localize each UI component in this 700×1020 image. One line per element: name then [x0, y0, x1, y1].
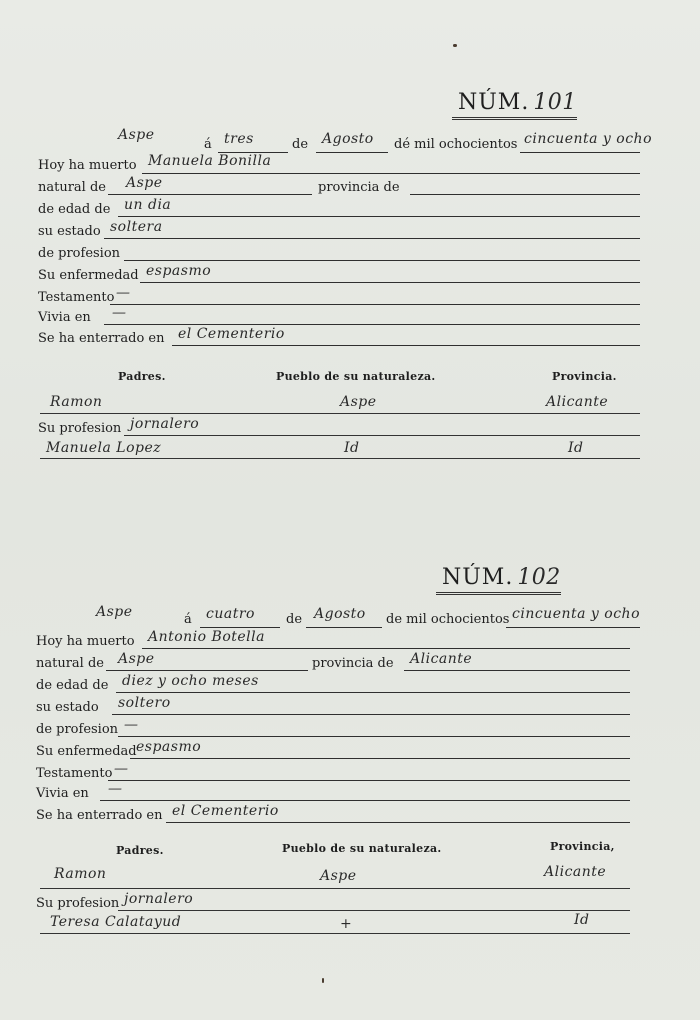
father-profession-line — [124, 435, 640, 436]
natural-line — [106, 670, 308, 671]
father-province: Alicante — [546, 394, 609, 410]
year-label: de mil ochocientos — [386, 612, 510, 627]
burial-value: el Cementerio — [178, 326, 285, 342]
town-column-header: Pueblo de su naturaleza. — [282, 842, 442, 855]
father-row-line — [40, 413, 640, 414]
year-line — [520, 152, 640, 153]
deceased-line — [142, 173, 640, 174]
burial-line — [166, 822, 630, 823]
mother-town: + — [340, 916, 353, 932]
status-value: soltero — [118, 695, 171, 711]
day-value: tres — [224, 131, 254, 147]
burial-label: Se ha enterrado en — [36, 808, 163, 823]
deceased-name: Antonio Botella — [148, 629, 265, 645]
father-profession-label: Su profesion — [36, 896, 120, 911]
testament-label: Testamento — [38, 290, 115, 305]
profession-label: de profesion — [38, 246, 121, 261]
lived-line — [100, 800, 630, 801]
record-number-heading — [436, 565, 561, 595]
province-value: Alicante — [410, 651, 473, 667]
year-value: cincuenta y ocho — [512, 606, 640, 622]
age-value: un dia — [124, 197, 172, 213]
natural-label: natural de — [36, 656, 104, 671]
burial-line — [172, 345, 640, 346]
day-value: cuatro — [206, 606, 255, 622]
province-label: provincia de — [312, 656, 394, 671]
town-column-header: Pueblo de su naturaleza. — [276, 370, 436, 383]
father-profession-value: jornalero — [124, 891, 194, 907]
father-profession-label: Su profesion — [38, 421, 122, 436]
age-line — [116, 692, 630, 693]
record-number-heading — [452, 90, 577, 120]
province-column-header: Provincia, — [550, 840, 615, 853]
testament-line — [110, 304, 640, 305]
month-line — [316, 152, 388, 153]
status-value: soltera — [110, 219, 163, 235]
age-label: de edad de — [36, 678, 109, 693]
town-heading: Aspe — [118, 127, 155, 143]
status-line — [104, 238, 640, 239]
year-label: dé mil ochocientos — [394, 137, 518, 152]
mother-name: Manuela Lopez — [46, 440, 162, 456]
lived-value: — — [112, 305, 127, 321]
deceased-label: Hoy ha muerto — [36, 634, 135, 649]
mother-name: Teresa Calatayud — [50, 914, 182, 930]
month-line — [306, 627, 382, 628]
ink-spot — [322, 978, 324, 983]
profession-line — [118, 736, 630, 737]
mother-row-line — [40, 933, 630, 934]
parents-column-header: Padres. — [118, 370, 166, 383]
de-label: de — [292, 137, 309, 152]
illness-label: Su enfermedad — [38, 268, 139, 283]
burial-value: el Cementerio — [172, 803, 279, 819]
burial-label: Se ha enterrado en — [38, 331, 165, 346]
age-line — [118, 216, 640, 217]
profession-label: de profesion — [36, 722, 119, 737]
record-number: 102 — [517, 565, 561, 590]
parents-column-header: Padres. — [116, 844, 164, 857]
lived-line — [104, 324, 640, 325]
year-value: cincuenta y ocho — [524, 131, 652, 147]
province-line — [410, 194, 640, 195]
a-label: á — [204, 137, 212, 152]
testament-line — [108, 780, 630, 781]
illness-line — [130, 758, 630, 759]
age-label: de edad de — [38, 202, 111, 217]
illness-value: espasmo — [146, 263, 212, 279]
province-column-header: Provincia. — [552, 370, 617, 383]
father-row-line — [40, 888, 630, 889]
natural-line — [108, 194, 312, 195]
num-label: NÚM. — [458, 90, 530, 115]
record-number: 101 — [533, 90, 577, 115]
deceased-line — [142, 648, 630, 649]
lived-value: — — [108, 781, 123, 797]
status-line — [112, 714, 630, 715]
a-label: á — [184, 612, 192, 627]
province-label: provincia de — [318, 180, 400, 195]
num-label: NÚM. — [442, 565, 514, 590]
illness-value: espasmo — [136, 739, 202, 755]
deceased-label: Hoy ha muerto — [38, 158, 137, 173]
testament-label: Testamento — [36, 766, 113, 781]
month-value: Agosto — [322, 131, 374, 147]
mother-province: Id — [568, 440, 584, 456]
ink-spot — [453, 44, 457, 47]
profession-line — [124, 260, 640, 261]
year-line — [506, 627, 640, 628]
natural-value: Aspe — [118, 651, 155, 667]
illness-line — [140, 282, 640, 283]
mother-row-line — [40, 458, 640, 459]
testament-value: — — [114, 761, 129, 777]
town-heading: Aspe — [96, 604, 133, 620]
status-label: su estado — [38, 224, 101, 239]
father-profession-line — [118, 910, 630, 911]
natural-value: Aspe — [126, 175, 163, 191]
father-name: Ramon — [54, 866, 107, 882]
age-value: diez y ocho meses — [122, 673, 259, 689]
natural-label: natural de — [38, 180, 106, 195]
deceased-name: Manuela Bonilla — [148, 153, 272, 169]
lived-label: Vivia en — [38, 310, 91, 325]
mother-town: Id — [344, 440, 360, 456]
day-line — [200, 627, 280, 628]
de-label: de — [286, 612, 303, 627]
mother-province: Id — [574, 912, 590, 928]
status-label: su estado — [36, 700, 99, 715]
father-name: Ramon — [50, 394, 103, 410]
illness-label: Su enfermedad — [36, 744, 137, 759]
father-province: Alicante — [544, 864, 607, 880]
father-town: Aspe — [340, 394, 377, 410]
lived-label: Vivia en — [36, 786, 89, 801]
month-value: Agosto — [314, 606, 366, 622]
father-town: Aspe — [320, 868, 357, 884]
profession-value: — — [124, 717, 139, 733]
testament-value: — — [116, 285, 131, 301]
father-profession-value: jornalero — [130, 416, 200, 432]
province-line — [404, 670, 630, 671]
